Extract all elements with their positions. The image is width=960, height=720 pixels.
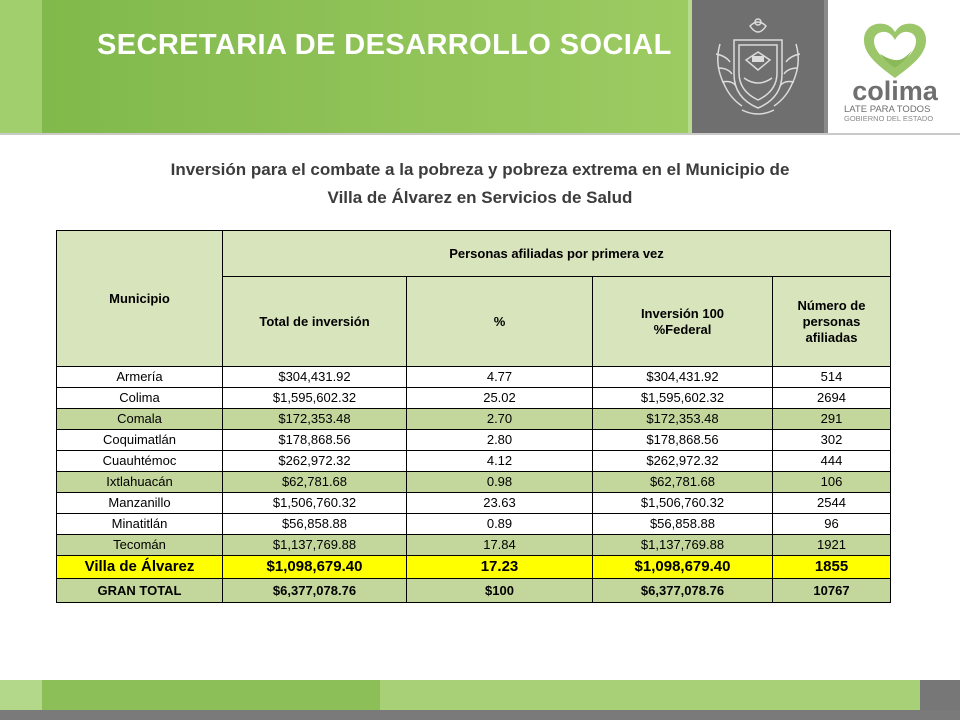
cell-federal: $6,377,078.76 — [593, 579, 773, 603]
table-row — [57, 514, 891, 535]
logo-subtext: GOBIERNO DEL ESTADO — [844, 114, 934, 123]
cell-percent: 17.23 — [407, 556, 593, 579]
header-accent-stripe — [0, 0, 42, 133]
cell-numero: 444 — [773, 451, 891, 472]
table-row — [57, 430, 891, 451]
cell-municipio: Comala — [57, 409, 223, 430]
cell-total: $6,377,078.76 — [223, 579, 407, 603]
cell-numero: 291 — [773, 409, 891, 430]
subtitle-line-2: Villa de Álvarez en Servicios de Salud — [327, 188, 633, 207]
cell-federal: $1,137,769.88 — [593, 535, 773, 556]
header-municipio: Municipio — [57, 231, 223, 367]
logo-brand-text: colima — [852, 76, 938, 106]
cell-federal: $172,353.48 — [593, 409, 773, 430]
cell-numero: 1921 — [773, 535, 891, 556]
cell-total: $172,353.48 — [223, 409, 407, 430]
cell-total: $262,972.32 — [223, 451, 407, 472]
cell-total: $1,595,602.32 — [223, 388, 407, 409]
cell-municipio: Villa de Álvarez — [57, 556, 223, 579]
cell-percent: 2.80 — [407, 430, 593, 451]
cell-numero: 302 — [773, 430, 891, 451]
table-row — [57, 451, 891, 472]
cell-total: $1,137,769.88 — [223, 535, 407, 556]
cell-municipio: Coquimatlán — [57, 430, 223, 451]
cell-federal: $1,098,679.40 — [593, 556, 773, 579]
footer-band — [0, 680, 960, 720]
cell-municipio: Cuauhtémoc — [57, 451, 223, 472]
table-row — [57, 493, 891, 514]
investment-table — [56, 230, 891, 603]
footer-gray-line — [0, 710, 960, 720]
cell-federal: $56,858.88 — [593, 514, 773, 535]
cell-total: $1,098,679.40 — [223, 556, 407, 579]
table-row — [57, 367, 891, 388]
cell-numero: 96 — [773, 514, 891, 535]
coat-of-arms-icon — [712, 14, 804, 118]
header-group-afiliadas: Personas afiliadas por primera vez — [223, 231, 891, 277]
colima-logo — [836, 14, 954, 124]
cell-numero: 514 — [773, 367, 891, 388]
logo-tagline: LATE PARA TODOS — [844, 104, 931, 115]
subtitle-line-1: Inversión para el combate a la pobreza y pobreza extrema en el Municipio de — [170, 160, 790, 179]
header-total-inversion: Total de inversión — [223, 277, 407, 367]
table-row-total — [57, 579, 891, 603]
cell-numero: 2694 — [773, 388, 891, 409]
header-numero-personas: Número de personas afiliadas — [773, 277, 891, 367]
cell-percent: 0.89 — [407, 514, 593, 535]
report-subtitle — [60, 156, 900, 212]
cell-municipio: Minatitlán — [57, 514, 223, 535]
cell-municipio: Armería — [57, 367, 223, 388]
cell-municipio: Manzanillo — [57, 493, 223, 514]
cell-total: $178,868.56 — [223, 430, 407, 451]
cell-percent: $100 — [407, 579, 593, 603]
cell-numero: 10767 — [773, 579, 891, 603]
cell-percent: 4.77 — [407, 367, 593, 388]
cell-percent: 4.12 — [407, 451, 593, 472]
table-row — [57, 535, 891, 556]
cell-percent: 25.02 — [407, 388, 593, 409]
cell-total: $1,506,760.32 — [223, 493, 407, 514]
header-inversion-federal: Inversión 100 %Federal — [593, 277, 773, 367]
cell-municipio: Colima — [57, 388, 223, 409]
cell-federal: $178,868.56 — [593, 430, 773, 451]
cell-numero: 106 — [773, 472, 891, 493]
table-row — [57, 388, 891, 409]
cell-total: $56,858.88 — [223, 514, 407, 535]
cell-percent: 2.70 — [407, 409, 593, 430]
header-banner — [0, 0, 960, 133]
cell-percent: 0.98 — [407, 472, 593, 493]
cell-federal: $262,972.32 — [593, 451, 773, 472]
table-row-highlighted — [57, 556, 891, 579]
cell-numero: 1855 — [773, 556, 891, 579]
cell-federal: $1,506,760.32 — [593, 493, 773, 514]
header-percent: % — [407, 277, 593, 367]
header-green-band — [0, 0, 688, 133]
cell-percent: 23.63 — [407, 493, 593, 514]
page-title: SECRETARIA DE DESARROLLO SOCIAL — [97, 29, 672, 61]
header-bottom-rule — [0, 133, 960, 135]
table-row — [57, 409, 891, 430]
cell-numero: 2544 — [773, 493, 891, 514]
cell-municipio: GRAN TOTAL — [57, 579, 223, 603]
cell-federal: $62,781.68 — [593, 472, 773, 493]
cell-total: $304,431.92 — [223, 367, 407, 388]
cell-municipio: Ixtlahuacán — [57, 472, 223, 493]
cell-percent: 17.84 — [407, 535, 593, 556]
cell-federal: $304,431.92 — [593, 367, 773, 388]
cell-federal: $1,595,602.32 — [593, 388, 773, 409]
cell-municipio: Tecomán — [57, 535, 223, 556]
cell-total: $62,781.68 — [223, 472, 407, 493]
table-row — [57, 472, 891, 493]
